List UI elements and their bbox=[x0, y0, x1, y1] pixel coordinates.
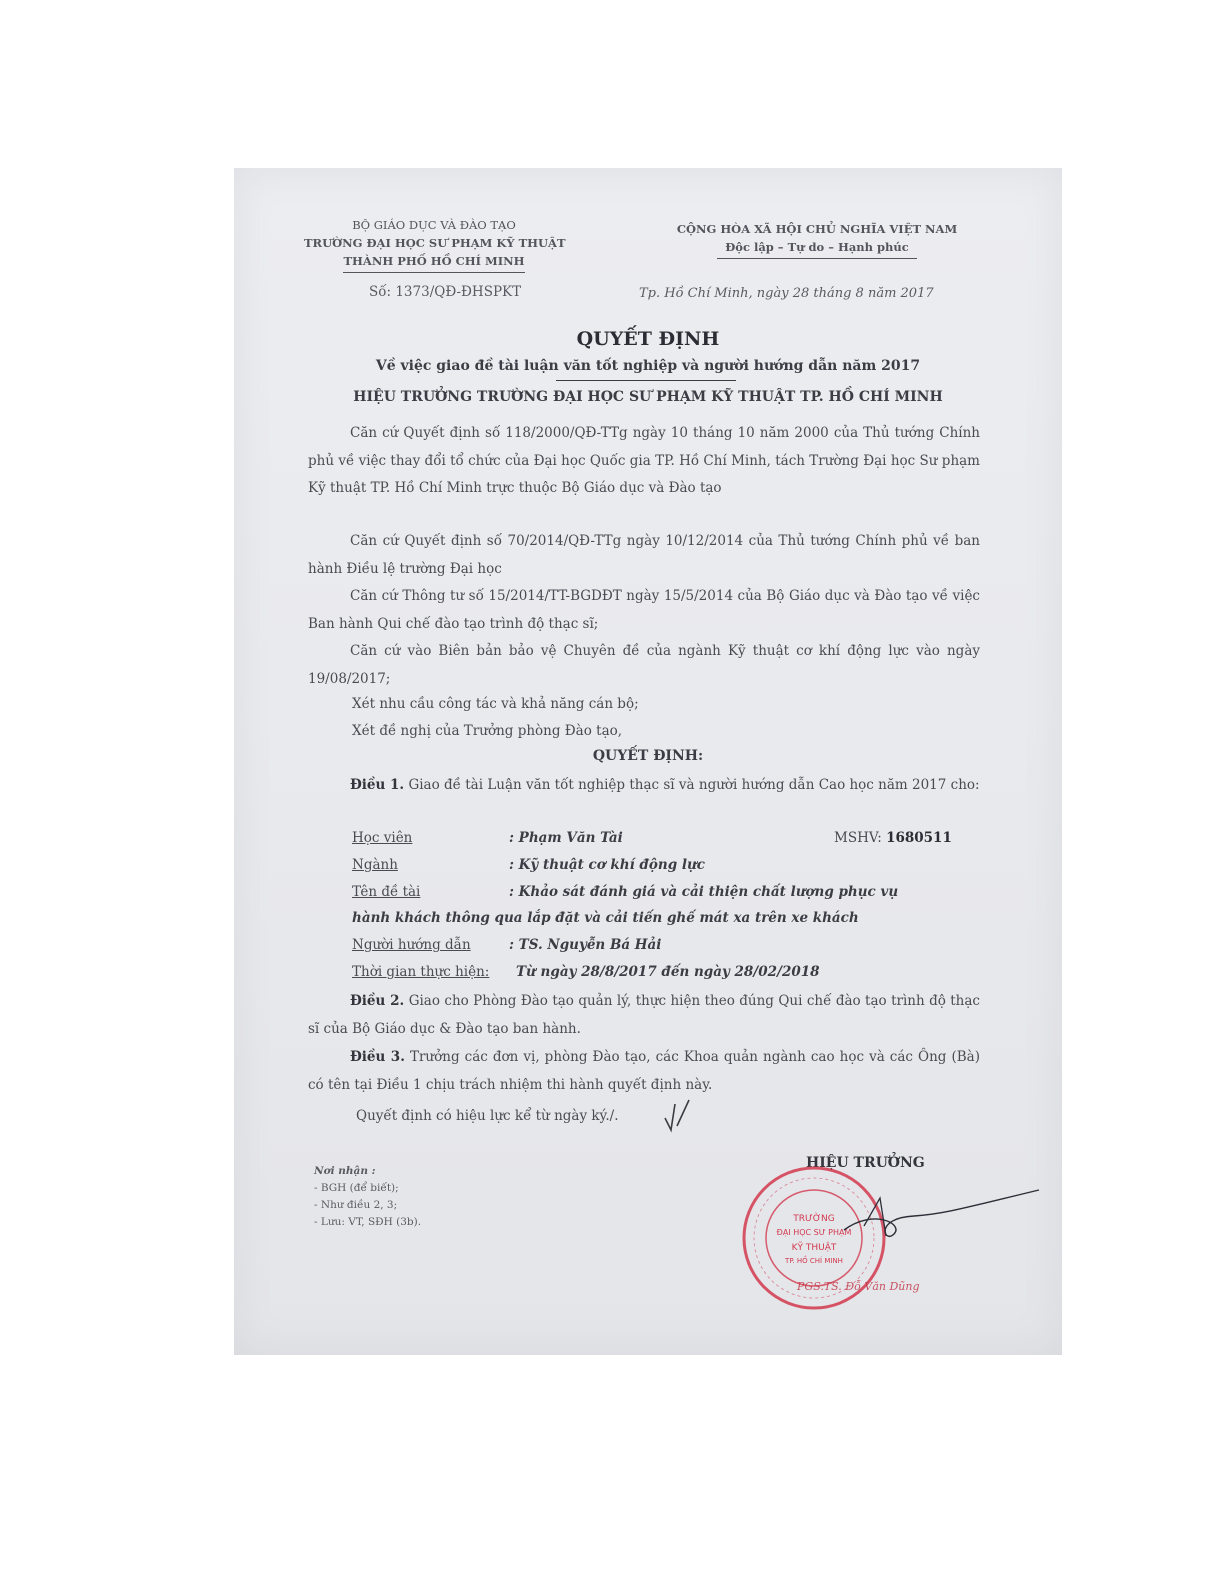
advisor-row bbox=[234, 937, 1062, 957]
university-city: THÀNH PHỐ HỒ CHÍ MINH bbox=[343, 252, 524, 273]
seal-text-line3: KỸ THUẬT bbox=[791, 1243, 837, 1253]
issuer-line: HIỆU TRƯỞNG TRƯỜNG ĐẠI HỌC SƯ PHẠM KỸ THUẬT TP. HỒ CHÍ MINH bbox=[353, 389, 943, 405]
consideration-1: Xét nhu cầu công tác và khả năng cán bộ; bbox=[352, 696, 639, 712]
article-3 bbox=[308, 1044, 980, 1099]
article-3-text: Trưởng các đơn vị, phòng Đào tạo, các Khoa quản ngành cao học và các Ông (Bà) có tên tại Điều 1 chịu trách nhiệm thi hành quyết định này. bbox=[308, 1049, 980, 1093]
document-number: Số: 1373/QĐ-ĐHSPKT bbox=[369, 284, 522, 300]
basis-paragraph-1: Căn cứ Quyết định số 118/2000/QĐ-TTg ngày 10 tháng 10 năm 2000 của Thủ tướng Chính phủ về việc thay đổi tổ chức của Đại học Quốc gia TP. Hồ Chí Minh, tách Trường Đại học Sư phạm Kỹ thuật TP. Hồ Chí Minh trực thuộc Bộ Giáo dục và Đào tạo bbox=[308, 425, 980, 496]
advisor-value: : TS. Nguyễn Bá Hải bbox=[509, 937, 662, 953]
topic-value-line1: : Khảo sát đánh giá và cải thiện chất lượng phục vụ bbox=[509, 884, 899, 900]
seal-text-line2: ĐẠI HỌC SƯ PHẠM bbox=[776, 1228, 852, 1237]
student-id-value: 1680511 bbox=[886, 830, 952, 846]
basis-paragraph-4: Căn cứ vào Biên bản bảo vệ Chuyên đề của ngành Kỹ thuật cơ khí động lực vào ngày 19/08/2017; bbox=[308, 643, 980, 687]
ministry-header bbox=[304, 216, 564, 273]
article-2-label: Điều 2. bbox=[350, 993, 405, 1009]
topic-row bbox=[234, 884, 1062, 904]
handwritten-signature bbox=[834, 1178, 1044, 1258]
recipients-block bbox=[314, 1163, 421, 1231]
document-subtitle: Về việc giao đề tài luận văn tốt nghiệp và người hướng dẫn năm 2017 bbox=[375, 358, 921, 374]
student-name-label: Học viên bbox=[352, 830, 413, 846]
university-name: TRƯỜNG ĐẠI HỌC SƯ PHẠM KỸ THUẬT bbox=[304, 236, 566, 250]
article-1-text: Giao đề tài Luận văn tốt nghiệp thạc sĩ và người hướng dẫn Cao học năm 2017 cho: bbox=[408, 777, 980, 793]
topic-label: Tên đề tài bbox=[352, 884, 421, 900]
period-value: Từ ngày 28/8/2017 đến ngày 28/02/2018 bbox=[516, 964, 820, 980]
signature-title: HIỆU TRƯỞNG bbox=[806, 1155, 925, 1171]
recipient-item: - Như điều 2, 3; bbox=[314, 1199, 398, 1211]
student-id bbox=[834, 830, 952, 846]
student-name-row bbox=[234, 830, 1062, 850]
seal-text-line1: TRƯỜNG bbox=[793, 1214, 835, 1224]
recipients-title: Nơi nhận : bbox=[314, 1165, 376, 1177]
article-3-label: Điều 3. bbox=[350, 1049, 405, 1065]
national-motto-header bbox=[652, 220, 982, 259]
initial-mark bbox=[659, 1096, 699, 1134]
period-label: Thời gian thực hiện: bbox=[352, 964, 490, 980]
article-2 bbox=[308, 988, 980, 1043]
document-photo bbox=[234, 168, 1062, 1355]
national-name: CỘNG HÒA XÃ HỘI CHỦ NGHĨA VIỆT NAM bbox=[676, 222, 958, 236]
signer-name: PGS.TS. Đỗ Văn Dũng bbox=[797, 1280, 920, 1293]
recipient-item: - Lưu: VT, SĐH (3b). bbox=[314, 1216, 422, 1228]
student-id-label: MSHV: bbox=[834, 830, 882, 846]
major-row bbox=[234, 857, 1062, 877]
period-row bbox=[234, 964, 1062, 984]
recipient-item: - BGH (để biết); bbox=[314, 1182, 399, 1194]
seal-text-line4: TP. HỒ CHÍ MINH bbox=[785, 1257, 843, 1265]
article-2-text: Giao cho Phòng Đào tạo quản lý, thực hiện theo đúng Qui chế đào tạo trình độ thạc sĩ của Bộ Giáo dục & Đào tạo ban hành. bbox=[308, 993, 980, 1037]
document-date: Tp. Hồ Chí Minh, ngày 28 tháng 8 năm 2017 bbox=[639, 286, 934, 301]
student-name-value: : Phạm Văn Tài bbox=[509, 830, 623, 846]
decision-heading: QUYẾT ĐỊNH: bbox=[592, 748, 704, 764]
national-motto: Độc lập – Tự do – Hạnh phúc bbox=[717, 238, 917, 259]
article-1-label: Điều 1. bbox=[350, 777, 405, 793]
effective-clause: Quyết định có hiệu lực kể từ ngày ký./. bbox=[356, 1108, 619, 1124]
article-1 bbox=[308, 772, 980, 800]
advisor-label: Người hướng dẫn bbox=[352, 937, 471, 953]
document-title: QUYẾT ĐỊNH bbox=[576, 328, 720, 350]
major-label: Ngành bbox=[352, 857, 398, 873]
subtitle-underline bbox=[556, 380, 736, 381]
consideration-2: Xét đề nghị của Trưởng phòng Đào tạo, bbox=[352, 723, 623, 739]
basis-paragraph-3: Căn cứ Thông tư số 15/2014/TT-BGDĐT ngày 15/5/2014 của Bộ Giáo dục và Đào tạo về việc Ban hành Qui chế đào tạo trình độ thạc sĩ; bbox=[308, 588, 980, 632]
basis-paragraph-2: Căn cứ Quyết định số 70/2014/QĐ-TTg ngày 10/12/2014 của Thủ tướng Chính phủ về ban hành Điều lệ trường Đại học bbox=[308, 533, 980, 577]
topic-value-line2: hành khách thông qua lắp đặt và cải tiến ghế mát xa trên xe khách bbox=[352, 910, 859, 926]
ministry-name: BỘ GIÁO DỤC VÀ ĐÀO TẠO bbox=[352, 218, 516, 232]
major-value: : Kỹ thuật cơ khí động lực bbox=[509, 857, 705, 873]
